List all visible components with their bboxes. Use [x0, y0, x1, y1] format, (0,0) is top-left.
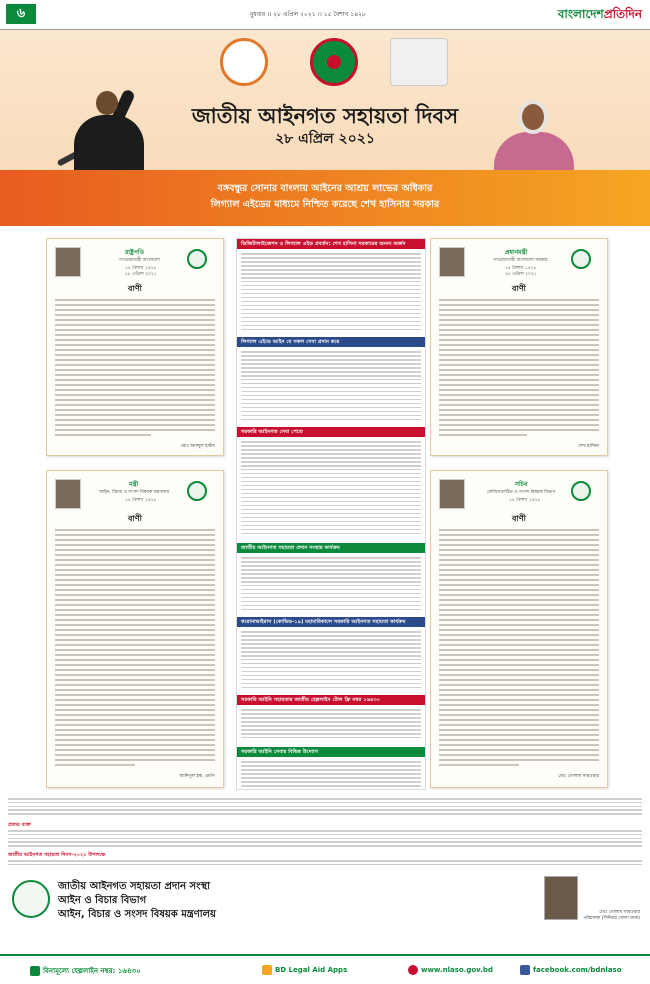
website-link[interactable]: www.nlaso.gov.bd: [408, 965, 493, 975]
hero-subtitle-line1: বঙ্গবন্ধুর সোনার বাংলায় আইনের আশ্রয় লাভের অধিকার: [217, 183, 433, 194]
director-photo: [544, 876, 578, 920]
message-body: [439, 299, 599, 439]
section-heading: সরকারি আইনি সেবার বিভিন্ন উদ্যোগ: [237, 747, 425, 757]
bottom-article-body: [8, 860, 642, 868]
message-body: [55, 299, 215, 439]
section-body: [241, 441, 421, 537]
message-body: [439, 529, 599, 769]
app-link[interactable]: BD Legal Aid Apps: [262, 965, 347, 975]
secretary-photo: [439, 479, 465, 509]
app-store-icon: [262, 965, 272, 975]
panel-date: ১৫ বৈশাখ ১৪২৮: [125, 498, 157, 503]
panel-subtitle: লেজিসলেটিভ ও সংসদ বিষয়ক বিভাগ: [487, 490, 556, 495]
page-number: ৬: [6, 4, 36, 24]
panel-date-2: ২৮ এপ্রিল ২০২১: [125, 272, 157, 277]
panel-title: রাষ্ট্রপতি: [125, 249, 145, 256]
panel-subtitle: গণপ্রজাতন্ত্রী বাংলাদেশ সরকার: [493, 258, 548, 263]
helpline-info: বিনামূল্যে হেল্পলাইন নম্বর: ১৬৪৩০: [30, 965, 141, 977]
newspaper-brand: বাংলাদেশপ্রতিদিন: [557, 7, 642, 21]
director-signature: মোঃ গোলাম সারওয়ার পরিচালক (সিনিয়র জেলা জজ): [583, 910, 640, 921]
panel-heading: বাণী: [512, 514, 526, 523]
facebook-link[interactable]: facebook.com/bdnlaso: [520, 965, 622, 975]
center-article: [236, 238, 426, 790]
nlaso-logo: [220, 38, 268, 86]
panel-date: ১৫ বৈশাখ ১৪২৮: [505, 266, 537, 271]
president-photo: [55, 247, 81, 277]
section-heading: ডিজিটালাইজেশন ও লিগ্যাল এইড প্রবর্তন: শেখ হাসিনা সরকারের অনন্য অর্জন: [237, 239, 425, 249]
section-body: [241, 631, 421, 691]
panel-subtitle: গণপ্রজাতন্ত্রী বাংলাদেশ: [119, 258, 160, 263]
globe-icon: [408, 965, 418, 975]
panel-subtitle: আইন, বিচার ও সংসদ বিষয়ক মন্ত্রণালয়: [99, 490, 170, 495]
section-heading: জাতীয় আইনগত সহায়তা প্রদান সংস্থার কার্যক্রম: [237, 543, 425, 553]
pm-seal-icon: [571, 249, 591, 269]
bottom-heading: জাতীয় আইনগত সহায়তা দিবস-২০২১ উপলক্ষে: [8, 852, 106, 858]
panel-date-2: ২৮ এপ্রিল ২০২১: [505, 272, 537, 277]
panel-signature: শেখ হাসিনা: [578, 444, 599, 449]
logo-row: [220, 38, 450, 94]
section-body: [241, 761, 421, 789]
department-seal-icon: [571, 481, 591, 501]
ministry-name: জাতীয় আইনগত সহায়তা প্রদান সংস্থা আইন ও বিচার বিভাগ আইন, বিচার ও সংসদ বিষয়ক মন্ত্রণালয়: [58, 881, 217, 920]
ministry-seal-icon: [187, 481, 207, 501]
phone-icon: [30, 966, 40, 976]
dateline: বুধবার ।। ২৮ এপ্রিল ২০২১ ।। ১৫ বৈশাখ ১৪২৮: [250, 11, 366, 18]
facebook-icon: [520, 965, 530, 975]
minister-message-panel: [46, 470, 224, 788]
section-body: [241, 253, 421, 333]
panel-date: ১৫ বৈশাখ ১৪২৮: [509, 498, 541, 503]
mujib-borsho-logo: [390, 38, 448, 86]
panel-signature: মোঃ আবদুল হামিদ: [180, 444, 215, 449]
contact-bar: [0, 954, 650, 984]
ministry-footer: [0, 870, 650, 954]
hero-date: ২৮ এপ্রিল ২০২১: [275, 131, 375, 147]
newspaper-header: [0, 0, 650, 30]
panel-title: মন্ত্রী: [129, 481, 139, 488]
section-heading: লিগ্যাল এইডে আইন যে সকল সেবা প্রদান করে: [237, 337, 425, 347]
section-body: [241, 557, 421, 613]
section-heading: সরকারি আইনি সহায়তার জাতীয় হেল্পলাইন টোল ফ্রি নম্বর ১৬৪৩০: [237, 695, 425, 705]
secretary-message-panel: [430, 470, 608, 788]
panel-date: ১৫ বৈশাখ ১৪২৮: [125, 266, 157, 271]
hero-subtitle-line2: লিগ্যাল এইডের মাধ্যমে নিশ্চিত করেছে শেখ হাসিনার সরকার: [210, 199, 440, 210]
panel-heading: বাণী: [128, 514, 142, 523]
panel-heading: বাণী: [128, 284, 142, 293]
hero-title: জাতীয় আইনগত সহায়তা দিবস: [191, 103, 459, 128]
panel-signature: মোঃ গোলাম সারওয়ার: [558, 774, 599, 779]
pm-photo: [439, 247, 465, 277]
section-heading: করোনাভাইরাস (কোভিড-১৯) মহামারিকালে সরকারি আইনগত সহায়তা কার্যক্রম: [237, 617, 425, 627]
panel-title: সচিব: [515, 481, 528, 488]
panel-title: প্রধানমন্ত্রী: [505, 249, 528, 256]
minister-photo: [55, 479, 81, 509]
bottom-heading: প্রত্যয় ব্যক্ত: [8, 822, 31, 828]
government-seal-logo: [310, 38, 358, 86]
president-seal-icon: [187, 249, 207, 269]
section-body: [241, 351, 421, 423]
hero-banner: [0, 30, 650, 226]
section-body: [241, 709, 421, 741]
president-message-panel: [46, 238, 224, 456]
prime-minister-message-panel: [430, 238, 608, 456]
message-body: [55, 529, 215, 769]
government-seal-icon: [12, 880, 50, 918]
panel-heading: বাণী: [512, 284, 526, 293]
bottom-article-body: [8, 830, 642, 849]
bottom-article-body: [8, 798, 642, 817]
panel-signature: আনিসুল হক, এমপি: [179, 774, 215, 779]
section-heading: সরকারি আইনগত সেবা পেতে: [237, 427, 425, 437]
